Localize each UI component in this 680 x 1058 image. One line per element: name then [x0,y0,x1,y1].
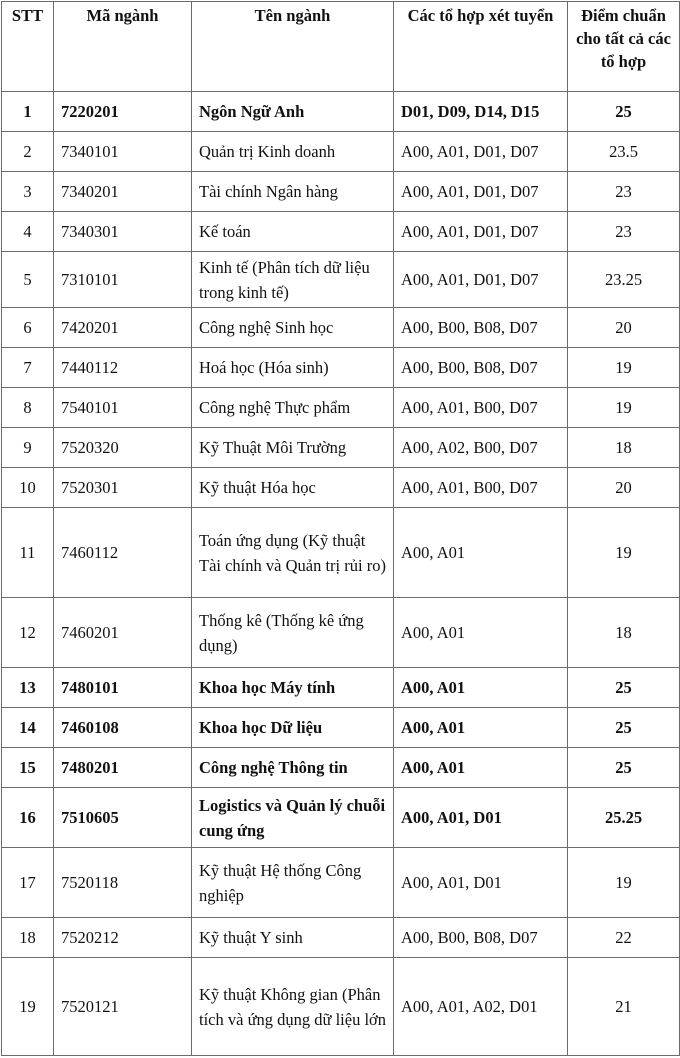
table-row [2,212,680,252]
row-subject-combinations: A00, A01 [394,598,568,668]
row-major-code: 7480101 [54,668,192,708]
table-row [2,348,680,388]
row-major-name: Khoa học Máy tính [192,668,394,708]
row-subject-combinations: A00, A02, B00, D07 [394,428,568,468]
row-major-name: Thống kê (Thống kê ứng dụng) [192,598,394,668]
header-stt: STT [2,2,54,92]
row-major-name: Kỹ thuật Y sinh [192,918,394,958]
row-major-name: Ngôn Ngữ Anh [192,92,394,132]
row-cutoff-score: 23 [568,172,680,212]
row-major-name: Toán ứng dụng (Kỹ thuật Tài chính và Quản trị rủi ro) [192,508,394,598]
row-major-name: Tài chính Ngân hàng [192,172,394,212]
table-row [2,668,680,708]
admission-scores-table [1,1,680,1056]
row-major-name: Kỹ Thuật Môi Trường [192,428,394,468]
header-major-code: Mã ngành [54,2,192,92]
row-major-code: 7420201 [54,308,192,348]
table-row [2,468,680,508]
row-major-code: 7310101 [54,252,192,308]
row-cutoff-score: 20 [568,308,680,348]
row-cutoff-score: 23.5 [568,132,680,172]
row-subject-combinations: A00, A01, B00, D07 [394,468,568,508]
row-cutoff-score: 25 [568,708,680,748]
row-stt: 18 [2,918,54,958]
row-subject-combinations: A00, B00, B08, D07 [394,308,568,348]
row-stt: 12 [2,598,54,668]
row-major-name: Kế toán [192,212,394,252]
row-major-code: 7520118 [54,848,192,918]
row-stt: 15 [2,748,54,788]
row-major-name: Kinh tế (Phân tích dữ liệu trong kinh tế) [192,252,394,308]
header-subject-combinations: Các tổ hợp xét tuyển [394,2,568,92]
row-major-name: Khoa học Dữ liệu [192,708,394,748]
row-major-code: 7440112 [54,348,192,388]
row-subject-combinations: A00, B00, B08, D07 [394,348,568,388]
row-subject-combinations: A00, A01, D01, D07 [394,252,568,308]
row-major-name: Quản trị Kinh doanh [192,132,394,172]
row-subject-combinations: A00, A01, D01, D07 [394,172,568,212]
header-cutoff-score: Điểm chuẩn cho tất cả các tổ hợp [568,2,680,92]
table-row [2,388,680,428]
row-major-name: Kỹ thuật Hóa học [192,468,394,508]
row-stt: 16 [2,788,54,848]
row-major-code: 7480201 [54,748,192,788]
row-cutoff-score: 25 [568,92,680,132]
row-stt: 8 [2,388,54,428]
row-stt: 19 [2,958,54,1056]
row-major-name: Kỹ thuật Hệ thống Công nghiệp [192,848,394,918]
table-row [2,748,680,788]
row-subject-combinations: A00, A01, D01, D07 [394,212,568,252]
row-subject-combinations: A00, A01 [394,708,568,748]
row-stt: 10 [2,468,54,508]
row-stt: 13 [2,668,54,708]
row-subject-combinations: A00, A01 [394,668,568,708]
table-row [2,598,680,668]
row-cutoff-score: 18 [568,428,680,468]
row-major-name: Công nghệ Sinh học [192,308,394,348]
row-subject-combinations: A00, A01, B00, D07 [394,388,568,428]
row-subject-combinations: A00, A01 [394,508,568,598]
row-major-code: 7520212 [54,918,192,958]
table-row [2,252,680,308]
row-cutoff-score: 19 [568,348,680,388]
row-cutoff-score: 25.25 [568,788,680,848]
table-row [2,848,680,918]
row-stt: 7 [2,348,54,388]
table-row [2,918,680,958]
row-major-code: 7520320 [54,428,192,468]
row-cutoff-score: 25 [568,668,680,708]
row-cutoff-score: 19 [568,848,680,918]
row-subject-combinations: A00, A01, A02, D01 [394,958,568,1056]
row-major-code: 7520301 [54,468,192,508]
table-row [2,172,680,212]
row-stt: 17 [2,848,54,918]
row-major-code: 7510605 [54,788,192,848]
table-row [2,708,680,748]
table-row [2,308,680,348]
row-cutoff-score: 21 [568,958,680,1056]
row-major-code: 7340301 [54,212,192,252]
row-cutoff-score: 23 [568,212,680,252]
row-major-code: 7340201 [54,172,192,212]
row-major-code: 7540101 [54,388,192,428]
header-major-name: Tên ngành [192,2,394,92]
row-stt: 9 [2,428,54,468]
table-row [2,132,680,172]
row-stt: 14 [2,708,54,748]
table-row [2,92,680,132]
row-cutoff-score: 22 [568,918,680,958]
row-subject-combinations: D01, D09, D14, D15 [394,92,568,132]
row-stt: 1 [2,92,54,132]
row-subject-combinations: A00, A01 [394,748,568,788]
row-cutoff-score: 23.25 [568,252,680,308]
row-subject-combinations: A00, A01, D01, D07 [394,132,568,172]
row-cutoff-score: 19 [568,388,680,428]
table-row [2,958,680,1056]
row-major-code: 7460112 [54,508,192,598]
row-subject-combinations: A00, B00, B08, D07 [394,918,568,958]
row-major-code: 7460201 [54,598,192,668]
row-stt: 6 [2,308,54,348]
row-stt: 5 [2,252,54,308]
table-row [2,508,680,598]
row-cutoff-score: 18 [568,598,680,668]
row-stt: 11 [2,508,54,598]
row-stt: 3 [2,172,54,212]
row-major-code: 7340101 [54,132,192,172]
row-major-name: Công nghệ Thực phẩm [192,388,394,428]
row-major-name: Kỹ thuật Không gian (Phân tích và ứng dụng dữ liệu lớn [192,958,394,1056]
table-row [2,428,680,468]
row-stt: 4 [2,212,54,252]
row-major-name: Công nghệ Thông tin [192,748,394,788]
row-cutoff-score: 25 [568,748,680,788]
row-major-code: 7460108 [54,708,192,748]
row-major-code: 7520121 [54,958,192,1056]
row-stt: 2 [2,132,54,172]
row-major-name: Logistics và Quản lý chuỗi cung ứng [192,788,394,848]
row-major-name: Hoá học (Hóa sinh) [192,348,394,388]
table-row [2,788,680,848]
row-major-code: 7220201 [54,92,192,132]
row-cutoff-score: 20 [568,468,680,508]
row-subject-combinations: A00, A01, D01 [394,848,568,918]
row-subject-combinations: A00, A01, D01 [394,788,568,848]
row-cutoff-score: 19 [568,508,680,598]
header-row [2,2,680,92]
